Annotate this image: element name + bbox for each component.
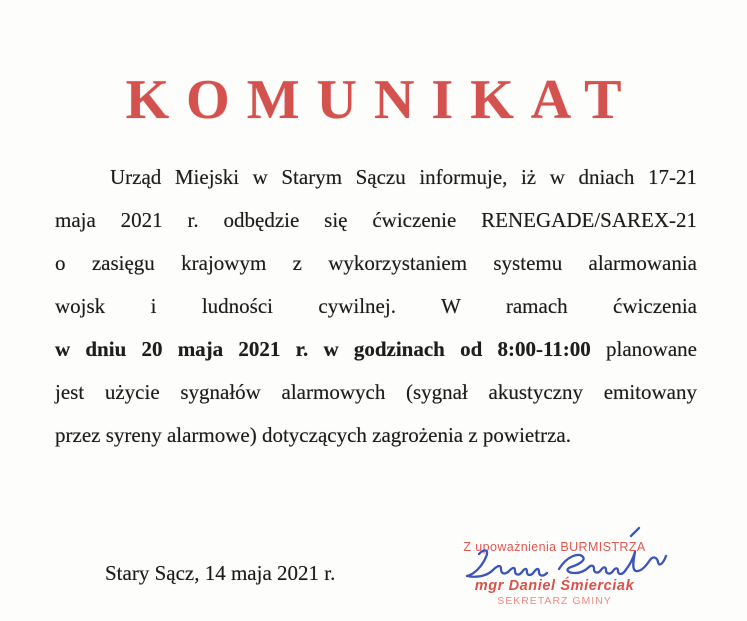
bold-date-range: w dniu 20 maja 2021 r. w godzinach od 8:00-11:00 (55, 337, 591, 361)
stamp-signer-name: mgr Daniel Śmierciak (474, 578, 635, 594)
place-and-date: Stary Sącz, 14 maja 2021 r. (105, 561, 336, 585)
paragraph-line: Urząd Miejski w Starym Sączu informuje, iż w dniach 17-21 (110, 165, 697, 189)
signature-block (437, 540, 672, 607)
announcement-paragraph (55, 156, 697, 457)
paragraph-line: jest użycie sygnałów alarmowych (sygnał akustyczny emitowany (55, 380, 697, 404)
paragraph-line: o zasięgu krajowym z wykorzystaniem systemu alarmowania (55, 251, 697, 275)
stamp-signer-role: SEKRETARZ GMINY (497, 595, 612, 607)
paragraph-line: przez syreny alarmowe) dotyczących zagrożenia z powietrza. (55, 423, 571, 447)
paragraph-line-rest: planowane (590, 337, 697, 361)
paragraph-line: wojsk i ludności cywilnej. W ramach ćwiczenia (55, 294, 697, 318)
paragraph-line: maja 2021 r. odbędzie się ćwiczenie RENEGADE/SAREX-21 (55, 208, 697, 232)
document-title: KOMUNIKAT (125, 68, 639, 131)
paragraph-line-emphasis (55, 328, 697, 371)
stamp-authorization-line: Z upoważnienia BURMISTRZA (463, 540, 646, 554)
